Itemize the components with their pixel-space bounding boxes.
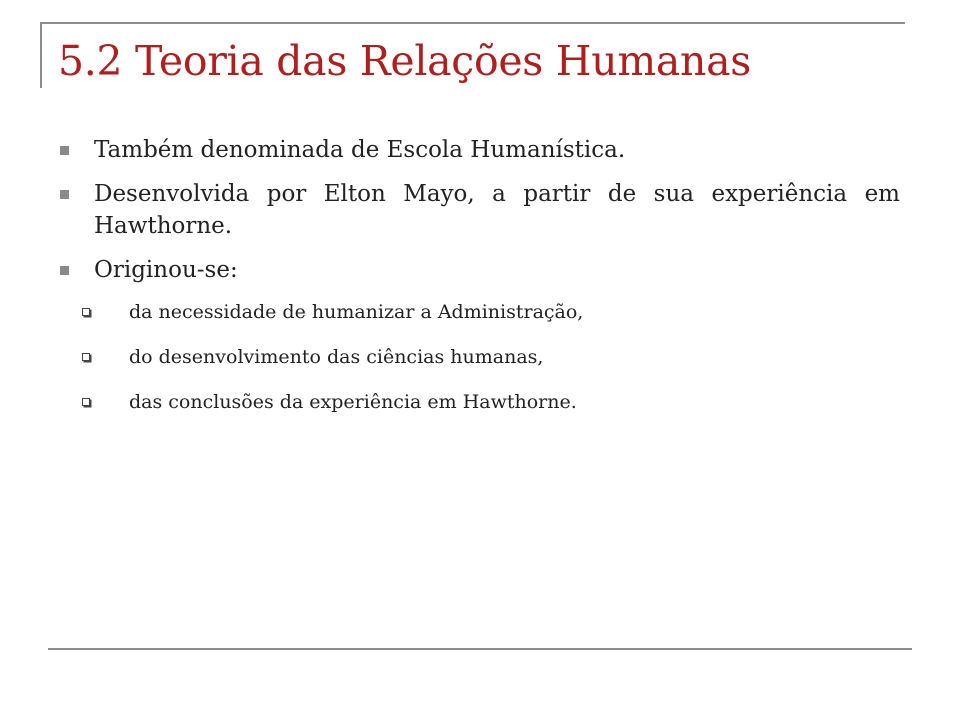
slide-title: 5.2 Teoria das Relações Humanas xyxy=(58,37,752,85)
bottom-rule xyxy=(48,648,912,650)
sub-bullet-item xyxy=(58,343,900,371)
sub-bullet-item xyxy=(58,388,900,416)
sub-bullet-text: do desenvolvimento das ciências humanas, xyxy=(129,346,544,368)
square-bullet-icon xyxy=(60,266,69,275)
hollow-square-bullet-icon xyxy=(82,353,90,361)
bullet-text: Originou-se: xyxy=(94,257,238,283)
slide-content xyxy=(58,134,900,433)
square-bullet-icon xyxy=(60,190,69,199)
top-rule xyxy=(40,22,905,24)
sub-bullet-text: das conclusões da experiência em Hawthorne. xyxy=(129,391,577,413)
hollow-square-bullet-icon xyxy=(82,308,90,316)
bullet-item xyxy=(58,254,900,286)
bullet-text: Também denominada de Escola Humanística. xyxy=(94,137,626,163)
bullet-item xyxy=(58,134,900,166)
left-rule xyxy=(40,22,42,88)
sub-bullet-item xyxy=(58,298,900,326)
bullet-text: Desenvolvida por Elton Mayo, a partir de sua experiência em Hawthorne. xyxy=(94,181,900,239)
sub-bullet-text: da necessidade de humanizar a Administração, xyxy=(129,301,584,323)
sub-bullet-list xyxy=(58,298,900,416)
square-bullet-icon xyxy=(60,146,69,155)
bullet-item xyxy=(58,178,900,242)
hollow-square-bullet-icon xyxy=(82,398,90,406)
